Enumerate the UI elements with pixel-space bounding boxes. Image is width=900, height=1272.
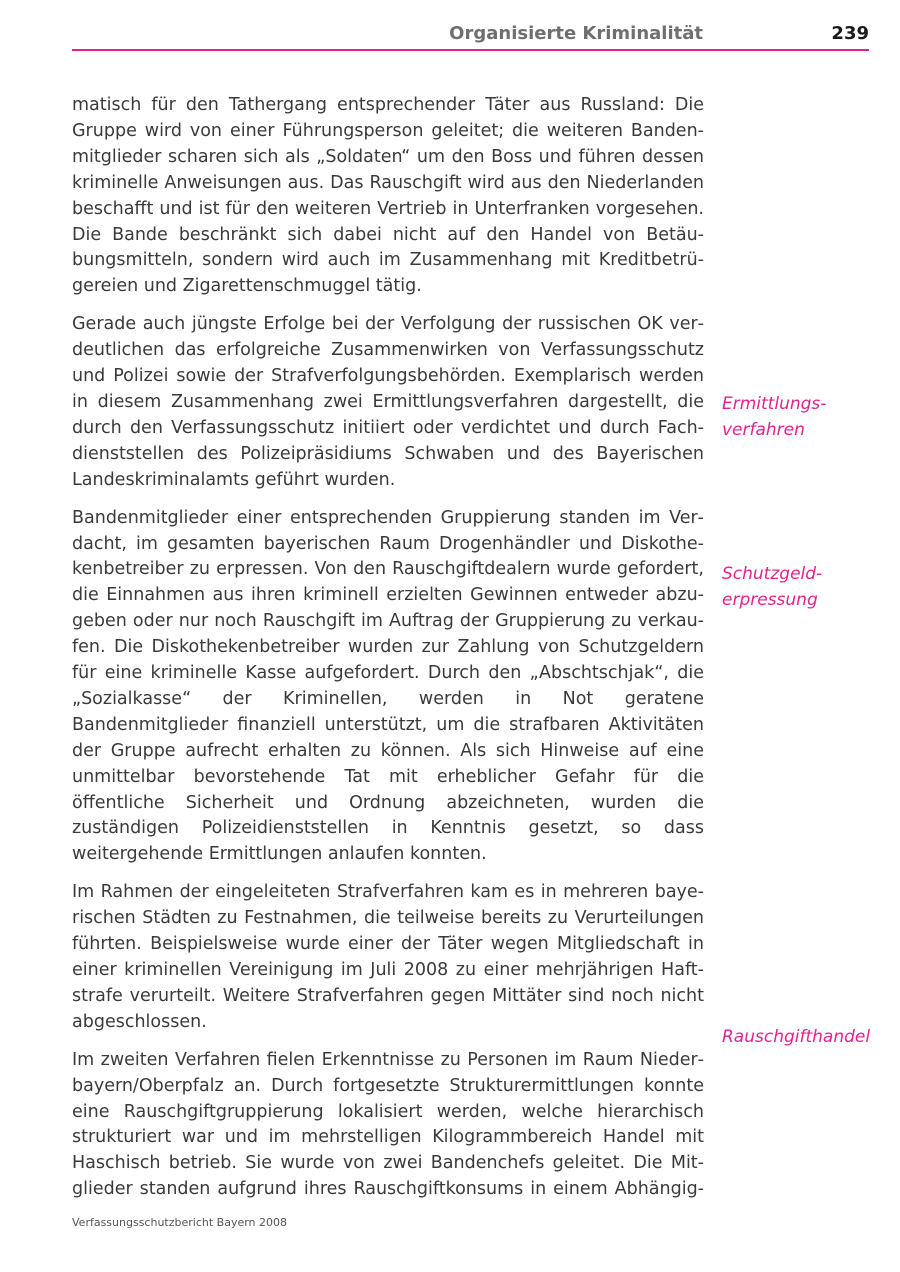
section-title: Organisierte Kriminalität [449, 23, 703, 44]
margin-note-schutzgelderpressung [722, 562, 822, 614]
paragraph-1: matisch für den Tathergang entsprechender Täter aus Russland: Die Gruppe wird von einer Führungsperson geleitet; die weiteren Bandenmitglieder scharen sich als „Soldaten“ um den Boss und führen dessen kriminelle Anweisungen aus. Das Rauschgift wird aus den Niederlanden beschafft und ist für den weiteren Vertrieb in Unterfranken vorgesehen. Die Bande beschränkt sich dabei nicht auf den Handel von Betäubungsmitteln, sondern wird auch im Zusammenhang mit Kreditbetrügereien und Zigarettenschmuggel tätig. [72, 95, 704, 297]
margin-note-line: Rauschgifthandel [722, 1027, 871, 1047]
margin-note-rauschgifthandel [722, 1025, 870, 1051]
margin-note-ermittlungsverfahren [722, 392, 826, 444]
header-rule [72, 49, 869, 51]
paragraph-3: Bandenmitglieder einer entsprechenden Gruppierung standen im Verdacht, im gesamten bayerischen Raum Drogenhändler und Diskothekenbetreiber zu erpressen. Von den Rauschgiftdealern wurde gefordert, die Einnahmen aus ihren kriminell erzielten Gewinnen entweder abzugeben oder nur noch Rauschgift im Auftrag der Gruppierung zu verkaufen. Die Diskothekenbetreiber wurden zur Zahlung von Schutzgeldern für eine kriminelle Kasse aufgefordert. Durch den „Abschtschjak“, die „Sozialkasse“ der Kriminellen, werden in Not geratene Bandenmitglieder finanziell unterstützt, um die strafbaren Aktivitäten der Gruppe aufrecht erhalten zu können. Als sich Hinweise auf eine unmittelbar bevorstehende Tat mit erheblicher Gefahr für die öffentliche Sicherheit und Ordnung abzeichneten, wurden die zuständigen Polizeidienststellen in Kenntnis gesetzt, so dass weitergehende Ermittlungen anlaufen konnten. [72, 507, 704, 865]
margin-note-line: Ermittlungs- [722, 394, 827, 414]
margin-note-line: erpressung [722, 589, 818, 610]
paragraph-5: Im zweiten Verfahren fielen Erkenntnisse zu Personen im Raum Niederbayern/Oberpfalz an. Durch fortgesetzte Strukturermittlungen konnte eine Rauschgiftgruppierung lokalisiert werden, welche hierarchisch strukturiert war und im mehrstelligen Kilogrammbereich Handel mit Haschisch betrieb. Sie wurde von zwei Bandenchefs geleitet. Die Mitglieder standen aufgrund ihres Rauschgiftkonsums in einem Abhängig- [72, 1049, 704, 1200]
page-number: 239 [831, 23, 869, 44]
page-footer: Verfassungsschutzbericht Bayern 2008 [72, 1216, 288, 1229]
paragraph-4: Im Rahmen der eingeleiteten Strafverfahren kam es in mehreren bayerischen Städten zu Festnahmen, die teilweise bereits zu Verurteilungen führten. Beispielsweise wurde einer der Täter wegen Mitgliedschaft in einer kriminellen Vereinigung im Juli 2008 zu einer mehrjährigen Haftstrafe verurteilt. Weitere Strafverfahren gegen Mittäter sind noch nicht abgeschlossen. [72, 882, 704, 1032]
paragraph-2: Gerade auch jüngste Erfolge bei der Verfolgung der russischen OK verdeutlichen das erfolgreiche Zusammenwirken von Verfassungsschutz und Polizei sowie der Strafverfolgungsbehörden. Exemplarisch werden in diesem Zusammenhang zwei Ermittlungsverfahren dargestellt, die durch den Verfassungsschutz initiiert oder verdichtet und durch Fachdienststellen des Polizeipräsidiums Schwaben und des Bayerischen Landeskriminalamts geführt wurden. [72, 314, 704, 490]
body-text [72, 93, 704, 1215]
margin-note-line: verfahren [722, 419, 805, 440]
margin-note-line: Schutzgeld- [722, 564, 823, 584]
